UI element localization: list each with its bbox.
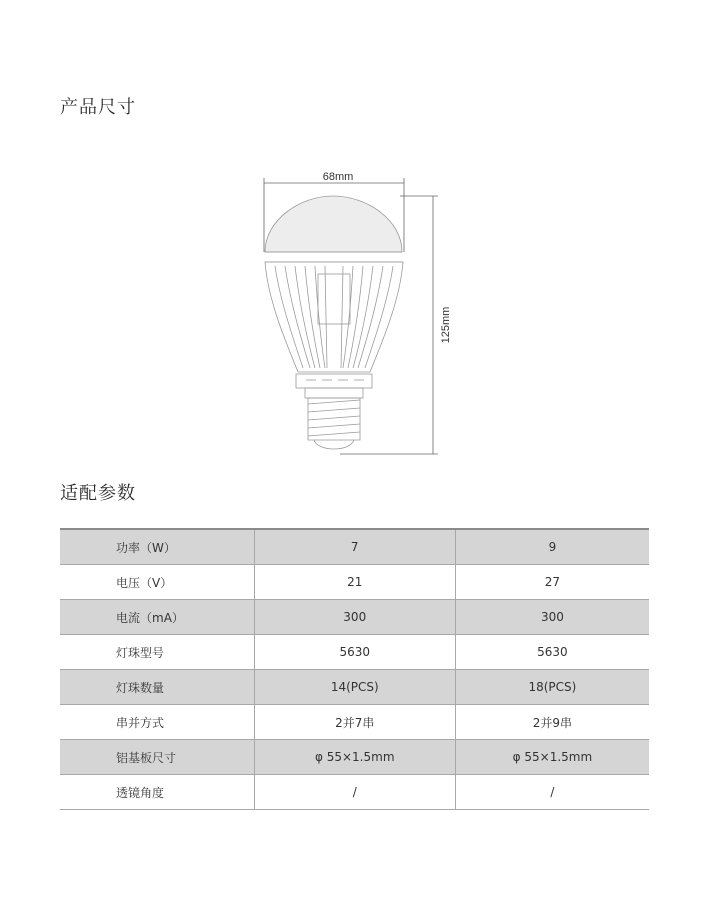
cell-value: 21	[254, 565, 455, 600]
table-row	[60, 635, 649, 670]
row-label: 电流（mA）	[60, 600, 254, 635]
table-row	[60, 670, 649, 705]
bulb-dimension-diagram	[0, 160, 707, 460]
cell-value: 27	[455, 565, 649, 600]
height-label: 125mm	[440, 306, 452, 344]
cell-value: 2并9串	[455, 705, 649, 740]
cell-value: 2并7串	[254, 705, 455, 740]
table-row	[60, 740, 649, 775]
table-row	[60, 565, 649, 600]
table-row	[60, 775, 649, 810]
cell-value: 7	[254, 529, 455, 565]
width-label: 68mm	[322, 171, 354, 183]
cell-value: 5630	[455, 635, 649, 670]
spec-table	[60, 528, 649, 810]
table-row	[60, 600, 649, 635]
table-row	[60, 705, 649, 740]
cell-value: φ 55×1.5mm	[455, 740, 649, 775]
cell-value: 300	[254, 600, 455, 635]
cell-value: 14(PCS)	[254, 670, 455, 705]
table-row	[60, 529, 649, 565]
cell-value: 5630	[254, 635, 455, 670]
row-label: 透镜角度	[60, 775, 254, 810]
row-label: 灯珠型号	[60, 635, 254, 670]
row-label: 串并方式	[60, 705, 254, 740]
row-label: 功率（W）	[60, 529, 254, 565]
row-label: 电压（V）	[60, 565, 254, 600]
section-title-params: 适配参数	[60, 483, 136, 504]
cell-value: /	[455, 775, 649, 810]
row-label: 灯珠数量	[60, 670, 254, 705]
cell-value: /	[254, 775, 455, 810]
section-title-size: 产品尺寸	[60, 97, 136, 118]
cell-value: 18(PCS)	[455, 670, 649, 705]
row-label: 铝基板尺寸	[60, 740, 254, 775]
cell-value: 9	[455, 529, 649, 565]
cell-value: φ 55×1.5mm	[254, 740, 455, 775]
bulb-outline	[265, 196, 403, 449]
cell-value: 300	[455, 600, 649, 635]
